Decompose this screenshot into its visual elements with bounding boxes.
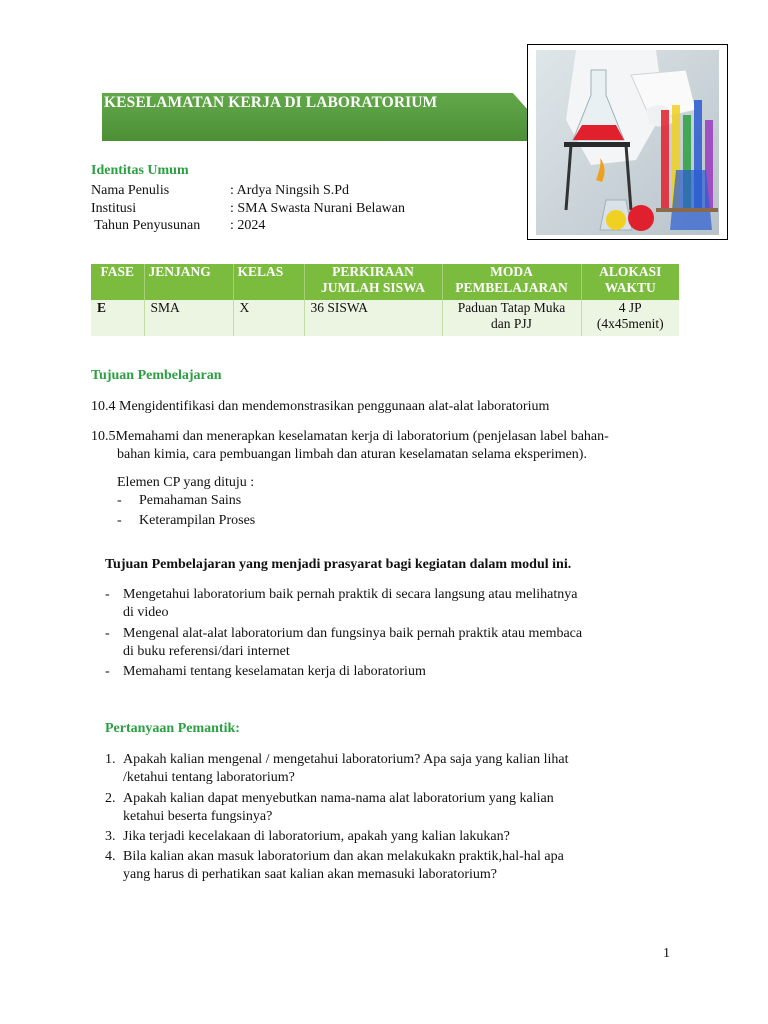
header-jumlah-siswa: PERKIRAAN JUMLAH SISWA [304,264,442,300]
pemantik-number-4: 4. [105,849,116,864]
tujuan-heading: Tujuan Pembelajaran [91,368,222,383]
prasyarat-item-1-line2: di video [123,605,169,620]
document-title: KESELAMATAN KERJA DI LABORATORIUM [104,94,438,111]
laboratory-photo-icon [536,50,719,235]
prasyarat-item-1-line1: Mengetahui laboratorium baik pernah praktik di secara langsung atau melihatnya [123,587,578,602]
cell-moda: Paduan Tatap Muka dan PJJ [442,300,581,336]
header-moda: MODA PEMBELAJARAN [442,264,581,300]
pemantik-item-2-line2: ketahui beserta fungsinya? [123,809,273,824]
prasyarat-heading: Tujuan Pembelajaran yang menjadi prasyarat bagi kegiatan dalam modul ini. [105,557,572,572]
tujuan-item-10-5-line2: bahan kimia, cara pembuangan limbah dan aturan keselamatan selama eksperimen). [117,447,587,462]
pemantik-number-2: 2. [105,791,116,806]
photo-frame [527,44,728,240]
prasyarat-item-2-line1: Mengenal alat-alat laboratorium dan fungsinya baik pernah praktik atau membaca [123,626,583,641]
elemen-item-2: Keterampilan Proses [139,513,256,528]
pemantik-item-1-line2: /ketahui tentang laboratorium? [123,770,295,785]
prasyarat-dash-2: - [105,626,110,641]
tujuan-item-10-4: 10.4 Mengidentifikasi dan mendemonstrasikan penggunaan alat-alat laboratorium [91,399,550,414]
identitas-value-institusi: : SMA Swasta Nurani Belawan [230,201,405,216]
tujuan-item-10-5-line1: 10.5Memahami dan menerapkan keselamatan kerja di laboratorium (penjelasan label bahan- [91,429,609,444]
pemantik-number-3: 3. [105,829,116,844]
table-header-row [91,264,679,300]
pemantik-item-4-line1: Bila kalian akan masuk laboratorium dan akan melakukakn praktik,hal-hal apa [123,849,564,864]
identitas-label-tahun: Tahun Penyusunan [91,218,201,233]
header-alokasi: ALOKASI WAKTU [581,264,679,300]
elemen-dash-2: - [117,513,122,528]
pemantik-item-1-line1: Apakah kalian mengenal / mengetahui laboratorium? Apa saja yang kalian lihat [123,752,569,767]
prasyarat-dash-3: - [105,664,110,679]
prasyarat-item-2-line2: di buku referensi/dari internet [123,644,290,659]
info-table [91,264,679,336]
cell-fase: E [91,300,144,336]
pemantik-item-2-line1: Apakah kalian dapat menyebutkan nama-nama alat laboratorium yang kalian [123,791,554,806]
page-number: 1 [663,946,670,961]
pemantik-item-4-line2: yang harus di perhatikan saat kalian akan memasuki laboratorium? [123,867,497,882]
table-row [91,300,679,336]
header-fase: FASE [91,264,144,300]
identitas-heading: Identitas Umum [91,163,189,178]
cell-jenjang: SMA [144,300,233,336]
identitas-label-penulis: Nama Penulis [91,183,170,198]
prasyarat-item-3: Memahami tentang keselamatan kerja di laboratorium [123,664,426,679]
elemen-item-1: Pemahaman Sains [139,493,242,508]
pemantik-item-3: Jika terjadi kecelakaan di laboratorium, apakah yang kalian lakukan? [123,829,510,844]
header-jenjang: JENJANG [144,264,233,300]
identitas-value-penulis: : Ardya Ningsih S.Pd [230,183,350,198]
elemen-dash-1: - [117,493,122,508]
cell-alokasi: 4 JP (4x45menit) [581,300,679,336]
cell-jumlah-siswa: 36 SISWA [304,300,442,336]
pemantik-heading: Pertanyaan Pemantik: [105,721,240,736]
prasyarat-dash-1: - [105,587,110,602]
pemantik-number-1: 1. [105,752,116,767]
identitas-value-tahun: : 2024 [230,218,266,233]
elemen-cp-label: Elemen CP yang dituju : [117,475,255,490]
cell-kelas: X [233,300,304,336]
header-kelas: KELAS [233,264,304,300]
identitas-label-institusi: Institusi [91,201,137,216]
